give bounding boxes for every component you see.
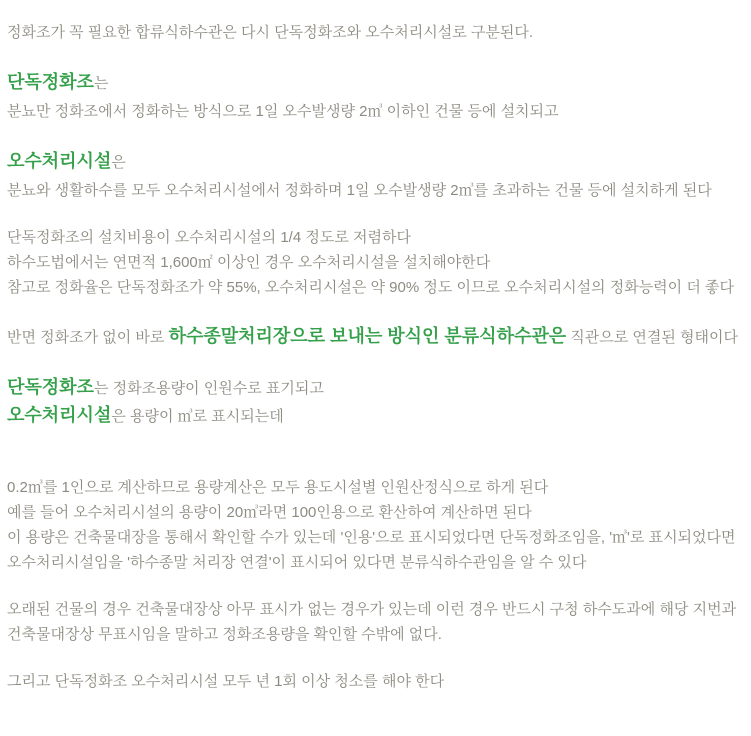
paragraph-capacity-calculation xyxy=(7,475,743,575)
intro-text: 정화조가 꼭 필요한 합류식하수관은 다시 단독정화조와 오수처리시설로 구분된다. xyxy=(7,24,534,41)
heading-dandok-jeonghwajo xyxy=(7,67,743,99)
bunryusik-lead: 반면 정화조가 없이 바로 xyxy=(7,329,169,346)
term-dandok-jeonghwajo: 단독정화조 xyxy=(7,377,94,397)
term-osu-cheori: 오수처리시설 xyxy=(7,151,112,171)
term-dandok-jeonghwajo: 단독정화조 xyxy=(7,72,94,92)
term-suffix: 는 xyxy=(93,75,109,92)
paragraph-intro xyxy=(7,20,743,45)
old-building-text: 오래된 건물의 경우 건축물대장상 아무 표시가 없는 경우가 있는데 이런 경우 반드시 구청 하수도과에 해당 지번과 건축물대장상 무표시임을 말하고 정화조용량을 확인할 수밖에 없다. xyxy=(7,601,737,643)
osu-description-text: 분뇨와 생활하수를 모두 오수처리시설에서 정화하며 1일 오수발생량 2㎥를 초과하는 건물 등에 설치하게 된다 xyxy=(7,182,712,199)
cleaning-note-text: 그리고 단독정화조 오수처리시설 모두 년 1회 이상 청소를 해야 한다 xyxy=(7,673,445,690)
comparison-line-2: 하수도법에서는 연면적 1,600㎡ 이상인 경우 오수처리시설을 설치해야한다 xyxy=(7,254,491,271)
paragraph-comparison xyxy=(7,225,743,300)
paragraph-bunryusik xyxy=(7,322,743,352)
capacity-notation-line-1: 는 정화조용량이 인원수로 표기되고 xyxy=(93,380,324,397)
heading-osu-cheori xyxy=(7,146,743,178)
calculation-line-3: 이 용량은 건축물대장을 통해서 확인할 수가 있는데 '인용'으로 표시되었다면 단독정화조임을, '㎥'로 표시되었다면 오수처리시설임을 '하수종말 처리장 연결'이 표시되어 있다면 분류식하수관임을 알 수 있다 xyxy=(7,529,736,571)
term-suffix: 은 xyxy=(111,154,126,171)
term-osu-cheori: 오수처리시설 xyxy=(7,405,112,425)
paragraph-old-building xyxy=(7,597,743,647)
dandok-description-text: 분뇨만 정화조에서 정화하는 방식으로 1일 오수발생량 2㎥ 이하인 건물 등에 설치되고 xyxy=(7,103,559,120)
paragraph-dandok-description xyxy=(7,99,743,124)
paragraph-osu-description xyxy=(7,178,743,203)
calculation-line-2: 예를 들어 오수처리시설의 용량이 20㎥라면 100인용으로 환산하여 계산하면 된다 xyxy=(7,504,532,521)
term-bunryusik-highlight: 하수종말처리장으로 보내는 방식인 분류식하수관은 xyxy=(168,326,567,346)
comparison-line-3: 참고로 정화율은 단독정화조가 약 55%, 오수처리시설은 약 90% 정도 이므로 오수처리시설의 정화능력이 더 좋다 xyxy=(7,279,734,296)
bunryusik-tail: 직관으로 연결된 형태이다 xyxy=(566,329,739,346)
comparison-line-1: 단독정화조의 설치비용이 오수처리시설의 1/4 정도로 저렴하다 xyxy=(7,229,411,246)
paragraph-capacity-notation xyxy=(7,374,743,430)
paragraph-cleaning-note xyxy=(7,669,743,694)
calculation-line-1: 0.2㎥를 1인으로 계산하므로 용량계산은 모두 용도시설별 인원산정식으로 하게 된다 xyxy=(7,479,549,496)
capacity-notation-line-2: 은 용량이 ㎥로 표시되는데 xyxy=(111,408,284,425)
